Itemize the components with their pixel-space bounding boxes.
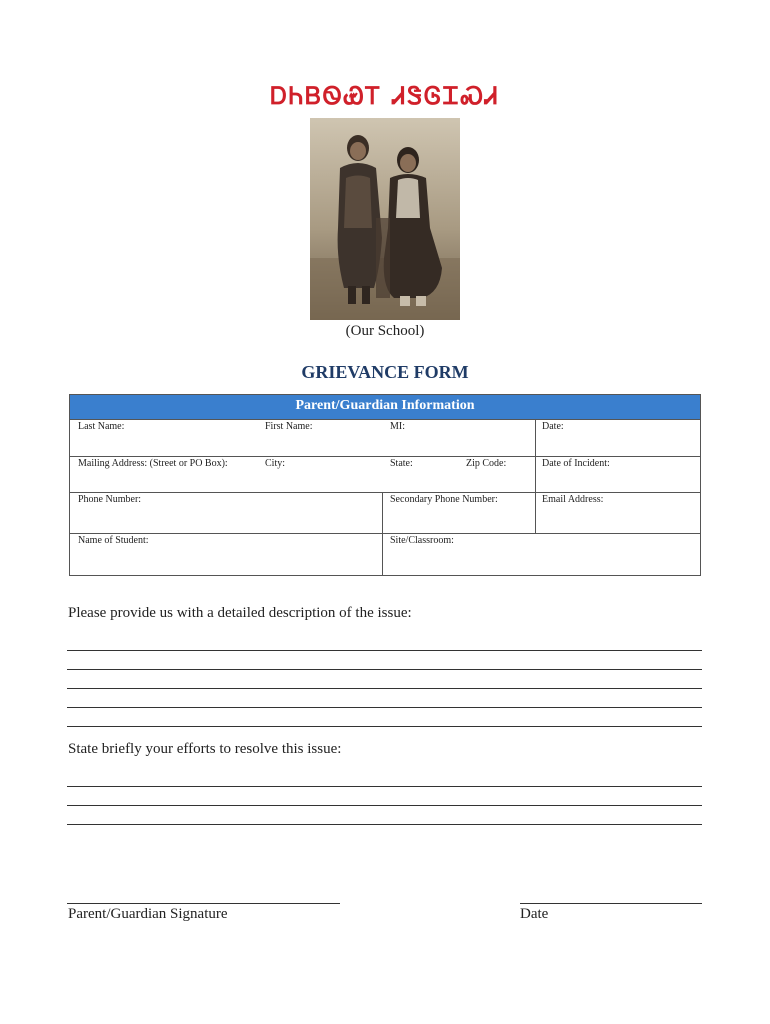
phone-number-field[interactable]: Phone Number: (78, 494, 142, 505)
email-address-field[interactable]: Email Address: (542, 494, 604, 505)
efforts-prompt: State briefly your efforts to resolve this issue: (68, 741, 342, 757)
column-divider (535, 419, 536, 533)
zip-code-field[interactable]: Zip Code: (466, 458, 507, 469)
student-name-field[interactable]: Name of Student: (78, 535, 149, 546)
description-line[interactable] (67, 650, 702, 651)
description-line[interactable] (67, 726, 702, 727)
city-field[interactable]: City: (265, 458, 286, 469)
description-prompt: Please provide us with a detailed description of the issue: (68, 605, 412, 621)
date-signature-line[interactable] (520, 903, 702, 904)
description-line[interactable] (67, 669, 702, 670)
first-name-field[interactable]: First Name: (265, 421, 313, 432)
row-divider (70, 533, 700, 534)
mailing-address-field[interactable]: Mailing Address: (Street or PO Box): (78, 458, 228, 469)
state-field[interactable]: State: (390, 458, 413, 469)
date-of-incident-field[interactable]: Date of Incident: (542, 458, 610, 469)
photo-caption: (Our School) (345, 323, 425, 339)
row-divider (70, 456, 700, 457)
secondary-phone-field[interactable]: Secondary Phone Number: (390, 494, 498, 505)
site-classroom-field[interactable]: Site/Classroom: (390, 535, 454, 546)
last-name-field[interactable]: Last Name: (78, 421, 125, 432)
form-title: GRIEVANCE FORM (301, 362, 469, 382)
date-field[interactable]: Date: (542, 421, 564, 432)
parent-guardian-info-table (69, 394, 701, 576)
efforts-line[interactable] (67, 805, 702, 806)
efforts-line[interactable] (67, 824, 702, 825)
school-name-title: ᎠᏂᏴᏫᏯᎢ ᏗᏕᎶᏆᏍᏗ (270, 82, 500, 110)
historic-school-photo (310, 118, 460, 320)
signature-line[interactable] (67, 903, 340, 904)
description-line[interactable] (67, 707, 702, 708)
photo-illustration (310, 118, 460, 320)
middle-initial-field[interactable]: MI: (390, 421, 405, 432)
signature-label: Parent/Guardian Signature (68, 906, 228, 922)
info-table-header: Parent/Guardian Information (70, 395, 700, 420)
description-line[interactable] (67, 688, 702, 689)
date-label: Date (520, 906, 549, 922)
efforts-line[interactable] (67, 786, 702, 787)
row-divider (70, 492, 700, 493)
column-divider (382, 492, 383, 575)
